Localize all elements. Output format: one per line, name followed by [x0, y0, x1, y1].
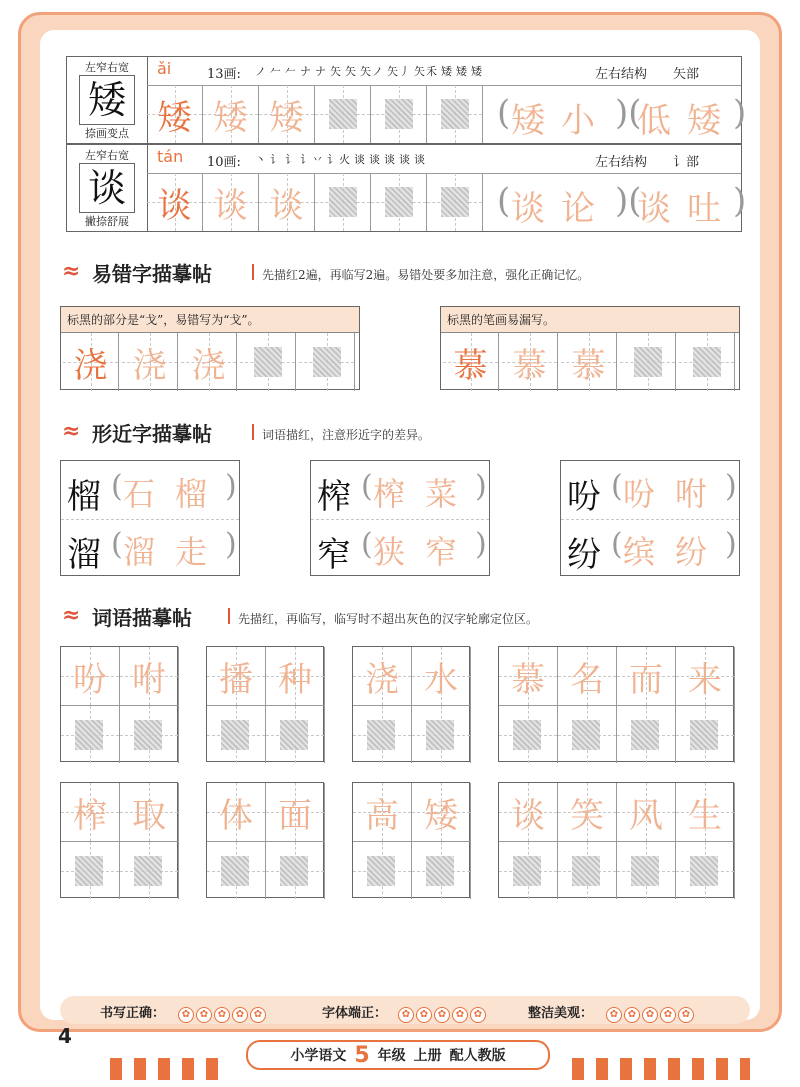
practice-box[interactable]: [207, 647, 266, 705]
practice-box[interactable]: [443, 333, 499, 391]
word-char: 论: [561, 189, 595, 229]
similar-group: [60, 460, 240, 576]
word-grid-0: [60, 782, 178, 898]
stroke-step: 谈: [384, 153, 396, 166]
similar-word-char: 纷: [675, 533, 708, 571]
rating-stars-correct[interactable]: [178, 1002, 268, 1023]
word-char: 谈: [511, 189, 545, 229]
trace-char: 名: [570, 659, 604, 700]
similar-row: [311, 519, 489, 577]
stroke-step: 矮: [471, 65, 483, 78]
practice-box[interactable]: [61, 647, 120, 705]
stroke-step: ノ: [255, 65, 267, 78]
char-label-cell: [67, 145, 148, 231]
paren: (: [497, 181, 511, 221]
similar-word-char: 榨: [373, 475, 406, 513]
word-grid-0: [60, 646, 178, 762]
gray-outline: [634, 347, 662, 377]
char-label-cell: [67, 57, 148, 143]
similar-row: [61, 519, 239, 577]
divider: [228, 608, 230, 624]
char-row: [66, 56, 747, 144]
word-char: 矮: [687, 101, 721, 141]
similar-word-char: 菜: [425, 475, 458, 513]
paren: ): [225, 469, 237, 504]
similar-word-char: 吩: [623, 475, 656, 513]
practice-box[interactable]: [207, 841, 266, 899]
practice-box[interactable]: [120, 841, 179, 899]
similar-word-char: 溜: [123, 533, 156, 571]
flower-icon: ✿: [678, 1007, 694, 1023]
word-practice: [497, 173, 747, 231]
flower-icon: ✿: [452, 1007, 468, 1023]
gray-outline: [572, 720, 600, 750]
practice-box[interactable]: [203, 173, 259, 231]
gray-outline: [426, 720, 454, 750]
gray-outline: [631, 856, 659, 886]
gray-outline: [75, 856, 103, 886]
flower-icon: ✿: [434, 1007, 450, 1023]
gray-outline: [631, 720, 659, 750]
practice-grid: [147, 85, 747, 143]
gray-outline: [693, 347, 721, 377]
stroke-step: 矮: [441, 65, 453, 78]
gray-outline: [221, 720, 249, 750]
practice-box[interactable]: [266, 841, 325, 899]
flower-icon: ✿: [624, 1007, 640, 1023]
paren: (: [611, 527, 623, 562]
practice-box[interactable]: [679, 333, 735, 391]
stroke-step: 谈: [414, 153, 426, 166]
practice-box[interactable]: [499, 783, 558, 841]
stroke-step: 讠: [270, 153, 282, 166]
trace-char: 矮: [213, 97, 248, 138]
practice-box[interactable]: [147, 173, 203, 231]
word-grid-2: [352, 646, 470, 762]
trace-char: 浇: [73, 345, 108, 386]
practice-box[interactable]: [561, 333, 617, 391]
practice-box[interactable]: [299, 333, 355, 391]
paren: )(: [615, 181, 642, 221]
flower-icon: ✿: [470, 1007, 486, 1023]
gray-outline: [690, 856, 718, 886]
practice-box[interactable]: [620, 333, 676, 391]
practice-box[interactable]: [427, 85, 483, 143]
gray-outline: [441, 99, 469, 129]
char-row: [66, 144, 747, 232]
model-char: 谈: [87, 166, 126, 210]
practice-box[interactable]: [122, 333, 178, 391]
similar-row: [61, 461, 239, 520]
radical: 矢部: [673, 67, 700, 82]
grade-word: 年级: [377, 1048, 406, 1064]
flower-icon: ✿: [214, 1007, 230, 1023]
gray-outline: [367, 856, 395, 886]
term: 上册: [413, 1048, 442, 1064]
paren: ): [733, 93, 747, 133]
section-title-words: 词语描摹帖: [92, 606, 192, 630]
practice-box[interactable]: [676, 647, 735, 705]
practice-box[interactable]: [617, 783, 676, 841]
gray-outline: [367, 720, 395, 750]
stroke-step: 矢禾: [414, 65, 438, 78]
trace-char: 浇: [191, 345, 226, 386]
decorative-stripes-left: [110, 1058, 230, 1080]
paren: ): [475, 527, 487, 562]
stroke-step: 𠂉: [270, 65, 282, 78]
book-subject: 小学语文: [290, 1048, 347, 1064]
trace-char: 矮: [157, 97, 192, 138]
section-title-similar: 形近字描摹帖: [92, 422, 212, 446]
rating-bar: [60, 996, 750, 1024]
flower-icon: ✿: [416, 1007, 432, 1023]
paren: (: [111, 527, 123, 562]
pinyin: tán: [157, 147, 184, 166]
easy-wrong-box: [60, 306, 360, 390]
trace-char: 慕: [512, 345, 547, 386]
practice-box[interactable]: [259, 85, 315, 143]
stroke-count: 13画:: [207, 67, 241, 82]
paren: (: [111, 469, 123, 504]
similar-char: 吩: [567, 477, 601, 517]
trace-char: 慕: [511, 659, 545, 700]
stroke-step: 𠂉: [285, 65, 297, 78]
stroke-step: ナ: [315, 65, 327, 78]
practice-box[interactable]: [412, 783, 471, 841]
trace-char: 来: [688, 659, 722, 700]
easy-wrong-header: 标黑的笔画易漏写。: [441, 307, 739, 333]
divider: [252, 264, 254, 280]
practice-box[interactable]: [120, 647, 179, 705]
trace-char: 种: [278, 659, 312, 700]
word-char: 谈: [637, 189, 671, 229]
char-info-row: [147, 57, 741, 86]
similar-word-char: 榴: [175, 475, 208, 513]
practice-box[interactable]: [412, 705, 471, 763]
paren: ): [475, 469, 487, 504]
practice-box[interactable]: [353, 647, 412, 705]
trace-char: 浇: [365, 659, 399, 700]
practice-box[interactable]: [147, 85, 203, 143]
practice-box[interactable]: [676, 841, 735, 899]
practice-box[interactable]: [353, 783, 412, 841]
paren: )(: [615, 93, 642, 133]
practice-box[interactable]: [676, 705, 735, 763]
gray-outline: [385, 99, 413, 129]
practice-box[interactable]: [499, 841, 558, 899]
practice-box[interactable]: [61, 841, 120, 899]
easy-wrong-header: 标黑的部分是“戈”，易错写为“戈”。: [61, 307, 359, 333]
stroke-step: 讠火: [327, 153, 351, 166]
practice-box[interactable]: [427, 173, 483, 231]
flower-icon: ✿: [642, 1007, 658, 1023]
model-char-box: [79, 163, 135, 213]
stroke-step: 讠丷: [300, 153, 324, 166]
pinyin: ǎi: [157, 59, 172, 78]
rating-stars-clean[interactable]: [606, 1002, 696, 1023]
paren: (: [611, 469, 623, 504]
gray-outline: [329, 187, 357, 217]
practice-box[interactable]: [499, 647, 558, 705]
word-grid-2: [352, 782, 470, 898]
practice-box[interactable]: [120, 705, 179, 763]
similar-group: [310, 460, 490, 576]
practice-box[interactable]: [315, 173, 371, 231]
stroke-sequence: [255, 151, 429, 167]
stroke-step: 丶: [255, 153, 267, 166]
trace-char: 矮: [424, 795, 458, 836]
trace-char: 谈: [157, 185, 192, 226]
divider: [252, 424, 254, 440]
word-grid-3: [498, 782, 734, 898]
decorative-stripes-right: [560, 1058, 750, 1080]
trace-char: 矮: [269, 97, 304, 138]
practice-box[interactable]: [558, 705, 617, 763]
flower-icon: ✿: [398, 1007, 414, 1023]
flower-icon: ✿: [660, 1007, 676, 1023]
similar-word-char: 石: [123, 475, 156, 513]
practice-box[interactable]: [371, 85, 427, 143]
practice-box[interactable]: [499, 705, 558, 763]
gray-outline: [441, 187, 469, 217]
radical: 讠部: [673, 155, 700, 170]
similar-char: 纷: [567, 535, 601, 575]
edition: 配人教版: [449, 1048, 506, 1064]
stroke-step: 矢: [330, 65, 342, 78]
practice-box[interactable]: [207, 705, 266, 763]
similar-char: 榨: [317, 477, 351, 517]
similar-word-char: 缤: [623, 533, 656, 571]
gray-outline: [75, 720, 103, 750]
gray-outline: [254, 347, 282, 377]
similar-word-char: 狭: [373, 533, 406, 571]
word-char: 小: [561, 101, 595, 141]
trace-char: 体: [219, 795, 253, 836]
similar-word-char: 走: [175, 533, 208, 571]
paren: (: [361, 469, 373, 504]
wave-icon: ≈: [62, 418, 81, 444]
trace-char: 而: [629, 659, 663, 700]
stroke-sequence: [255, 63, 486, 79]
trace-char: 谈: [269, 185, 304, 226]
trace-char: 风: [629, 795, 663, 836]
stroke-step: 讠: [285, 153, 297, 166]
trace-char: 浇: [132, 345, 167, 386]
stroke-step: ナ: [300, 65, 312, 78]
practice-box[interactable]: [558, 647, 617, 705]
trace-char: 播: [219, 659, 253, 700]
practice-box[interactable]: [353, 841, 412, 899]
practice-box[interactable]: [61, 783, 120, 841]
gray-outline: [329, 99, 357, 129]
paren: ): [225, 527, 237, 562]
trace-char: 榨: [73, 795, 107, 836]
practice-box[interactable]: [315, 85, 371, 143]
trace-char: 面: [278, 795, 312, 836]
trace-char: 取: [132, 795, 166, 836]
wave-icon: ≈: [62, 602, 81, 628]
word-grid-1: [206, 782, 324, 898]
practice-box[interactable]: [617, 705, 676, 763]
bottom-label: 捺画变点: [85, 127, 129, 140]
top-label: 左窄右宽: [85, 149, 129, 162]
paren: (: [361, 527, 373, 562]
gray-outline: [313, 347, 341, 377]
grade-number: 5: [354, 1042, 370, 1068]
gray-outline: [513, 856, 541, 886]
practice-box[interactable]: [61, 705, 120, 763]
stroke-step: 谈: [354, 153, 366, 166]
trace-char: 高: [365, 795, 399, 836]
similar-row: [561, 461, 739, 520]
flower-icon: ✿: [250, 1007, 266, 1023]
practice-box[interactable]: [120, 783, 179, 841]
practice-grid: [147, 173, 747, 231]
practice-box[interactable]: [558, 841, 617, 899]
trace-char: 吩: [73, 659, 107, 700]
similar-word-char: 窄: [425, 533, 458, 571]
stroke-step: 矢丿: [387, 65, 411, 78]
practice-box[interactable]: [266, 705, 325, 763]
gray-outline: [280, 720, 308, 750]
structure: 左右结构: [595, 155, 648, 170]
practice-box[interactable]: [181, 333, 237, 391]
model-char-box: [79, 75, 135, 125]
wave-icon: ≈: [62, 258, 81, 284]
stroke-step: 矮: [456, 65, 468, 78]
model-char: 矮: [87, 78, 126, 122]
gray-outline: [134, 856, 162, 886]
gray-outline: [572, 856, 600, 886]
similar-group: [560, 460, 740, 576]
gray-outline: [690, 720, 718, 750]
trace-char: 咐: [132, 659, 166, 700]
trace-char: 水: [424, 659, 458, 700]
trace-char: 慕: [453, 345, 488, 386]
section-note-similar: 词语描红，注意形近字的差异。: [262, 428, 431, 442]
structure: 左右结构: [595, 67, 648, 82]
practice-box[interactable]: [371, 173, 427, 231]
practice-box[interactable]: [412, 647, 471, 705]
easy-wrong-box: [440, 306, 740, 390]
similar-char: 窄: [317, 535, 351, 575]
similar-char: 榴: [67, 477, 101, 517]
practice-box[interactable]: [240, 333, 296, 391]
page-number: 4: [58, 1024, 72, 1048]
paren: ): [725, 469, 737, 504]
practice-box[interactable]: [353, 705, 412, 763]
similar-row: [561, 519, 739, 577]
word-char: 矮: [511, 101, 545, 141]
paren: (: [497, 93, 511, 133]
paren: ): [733, 181, 747, 221]
section-note-words: 先描红，再临写，临写时不超出灰色的汉字轮廓定位区。: [238, 612, 539, 626]
practice-box[interactable]: [259, 173, 315, 231]
trace-char: 慕: [571, 345, 606, 386]
gray-outline: [280, 856, 308, 886]
practice-box[interactable]: [207, 783, 266, 841]
practice-box[interactable]: [266, 783, 325, 841]
practice-box[interactable]: [676, 783, 735, 841]
word-grid-3: [498, 646, 734, 762]
book-label: [246, 1040, 550, 1070]
paren: ): [725, 527, 737, 562]
similar-char: 溜: [67, 535, 101, 575]
stroke-step: 矢: [345, 65, 357, 78]
practice-box[interactable]: [63, 333, 119, 391]
word-char: 吐: [687, 189, 721, 229]
flower-icon: ✿: [232, 1007, 248, 1023]
flower-icon: ✿: [196, 1007, 212, 1023]
section-title-easy-wrong: 易错字描摹帖: [92, 262, 212, 286]
flower-icon: ✿: [606, 1007, 622, 1023]
top-label: 左窄右宽: [85, 61, 129, 74]
practice-box[interactable]: [558, 783, 617, 841]
stroke-count: 10画:: [207, 155, 241, 170]
stroke-step: 谈: [369, 153, 381, 166]
practice-box[interactable]: [412, 841, 471, 899]
trace-char: 生: [688, 795, 722, 836]
gray-outline: [221, 856, 249, 886]
trace-char: 谈: [213, 185, 248, 226]
gray-outline: [426, 856, 454, 886]
practice-box[interactable]: [266, 647, 325, 705]
word-char: 低: [637, 101, 671, 141]
stroke-step: 矢ノ: [360, 65, 384, 78]
practice-box[interactable]: [617, 647, 676, 705]
similar-word-char: 咐: [675, 475, 708, 513]
rating-stars-neat-font[interactable]: [398, 1002, 488, 1023]
section-note-easy-wrong: 先描红2遍，再临写2遍。易错处要多加注意，强化正确记忆。: [262, 268, 590, 282]
word-grid-1: [206, 646, 324, 762]
gray-outline: [385, 187, 413, 217]
rating-label-neat-font: 字体端正：: [322, 1006, 388, 1021]
stroke-step: 谈: [399, 153, 411, 166]
practice-box[interactable]: [203, 85, 259, 143]
trace-char: 谈: [511, 795, 545, 836]
gray-outline: [513, 720, 541, 750]
char-info-row: [147, 145, 741, 174]
rating-label-correct: 书写正确：: [100, 1006, 166, 1021]
flower-icon: ✿: [178, 1007, 194, 1023]
bottom-label: 撇捺舒展: [85, 215, 129, 228]
rating-label-clean: 整洁美观：: [528, 1006, 594, 1021]
practice-box[interactable]: [617, 841, 676, 899]
trace-char: 笑: [570, 795, 604, 836]
word-practice: [497, 85, 747, 143]
practice-box[interactable]: [502, 333, 558, 391]
similar-row: [311, 461, 489, 520]
gray-outline: [134, 720, 162, 750]
